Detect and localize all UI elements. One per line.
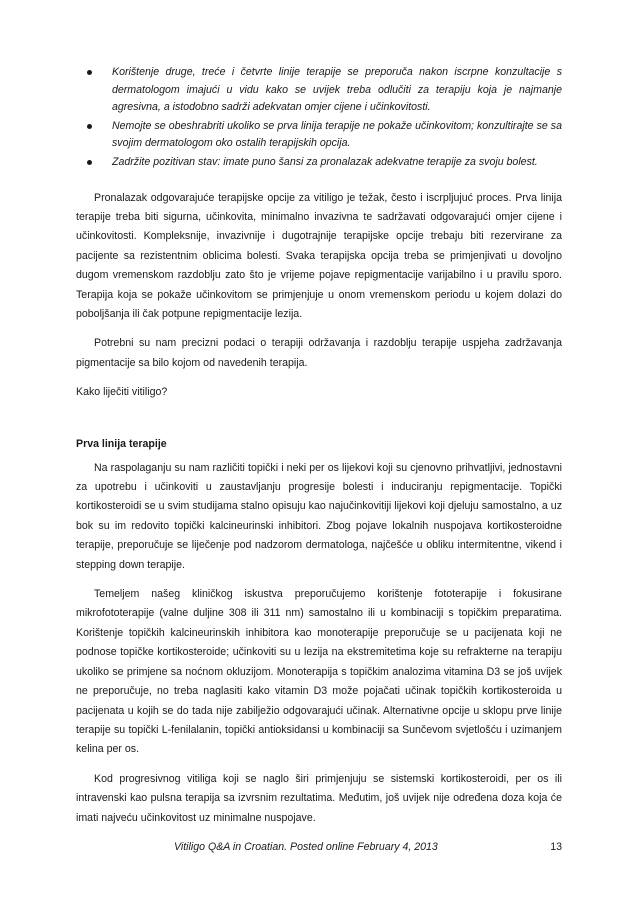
intro-paragraph: Pronalazak odgovarajuće terapijske opcije za vitiligo je težak, često i iscrpljujuć proces. Prva linija terapije treba biti sigurna, učinkovita, minimalno invazivna te sadržavati odgovarajući omjer cijene i učinkovitosti. Kompleksnije, invazivnije i dugotrajnije terapijske opcije trebaju biti rezervirane za pacijente sa rezistentnim oblicima bolesti. Svaka terapijska opcija treba se primjenjivati u dovoljno dugom vremenskom razdoblju zato što je vrijeme pojave repigmentacije varijabilno i u pravilu sporo. Terapija koja se pokaže učinkovitom se primjenjuje u onom vremenskom periodu u kojem dolazi do poboljšanja ili čak potpune repigmentacije lezija.	[76, 191, 562, 320]
list-item-text: Nemojte se obeshrabriti ukoliko se prva linija terapije ne pokaže učinkovitom; konzultirajte se sa svojim dermatologom oko ostalih terapijskih opcija.	[112, 119, 562, 150]
page-content	[76, 64, 562, 838]
intro-paragraph: Potrebni su nam precizni podaci o terapiji održavanja i razdoblju terapije uspjeha zadržavanja pigmentacije sa bilo kojom od navedenih terapija.	[76, 337, 562, 369]
bullet-dot-icon	[87, 160, 92, 165]
section-paragraph: Na raspolaganju su nam različiti topički i neki per os lijekovi koji su cjenovno prihvatljivi, jednostavni za upotrebu i učinkoviti u zaustavljanju progresije bolesti i induciranju repigmentacije. Topički kortikosteroidi se u svim studijama stalno opisuju kao najučinkovitiji lijekovi koji djeluju samostalno, a uz bok su im redovito topički kalcineurinski inhibitori. Zbog pojave lokalnih nuspojava kortikosteroidne terapije, preporučuje se liječenje pod nadzorom dermatologa, najčešće u obliku intermitentne, vikend i stepping down terapije.	[76, 461, 562, 571]
footer-text: Vitiligo Q&A in Croatian. Posted online February 4, 2013	[174, 841, 438, 853]
bullet-dot-icon	[87, 70, 92, 75]
list-item	[76, 64, 562, 117]
section-paragraph: Kod progresivnog vitiliga koji se naglo širi primjenjuju se sistemski kortikosteroidi, per os ili intravenski kao pulsna terapija sa izvrsnim rezultatima. Međutim, još uvijek nije određena doza koja će imati najveću učinkovitost uz minimalne nuspojave.	[76, 772, 562, 824]
page-number: 13	[550, 841, 562, 853]
list-item-text: Korištenje druge, treće i četvrte linije terapije se preporuča nakon iscrpne konzultacije s dermatologom imajući u vidu kako se uvijek treba odlučiti za terapiju koja je najmanje agresivna, a istodobno sadrži adekvatan omjer cijene i učinkovitosti.	[112, 66, 562, 114]
section-paragraph: Temeljem našeg kliničkog iskustva preporučujemo korištenje fototerapije i fokusirane mikrofototerapije (valne duljine 308 ili 311 nm) samostalno ili u kombinaciji s topičkim preparatima. Korištenje topičkih kalcineurinskih inhibitora kao monoterapije preporučuje se u pacijenata koji ne podnose topičke kortikosteroide; učinkoviti su u lezija na ekstremitetima koje su refrakterne na terapiju ukoliko se primjene sa noćnom okluzijom. Monoterapija s topičkim analozima vitamina D3 se još uvijek ne preporučuje, no treba naglasiti kako vitamin D3 može pojačati učinak topičkih kortikosteroida u pacijenata u kojih se do tada nije zabilježio odgovarajući učinak. Alternativne opcije u sklopu prve linije terapije su topički L-fenilalanin, topički antioksidansi u kombinaciji sa Sunčevom svjetlošću i uzimanjem kelina per os.	[76, 588, 562, 756]
bullet-dot-icon	[87, 124, 92, 129]
list-item-text: Zadržite pozitivan stav: imate puno šansi za pronalazak adekvatne terapije za svoju bolest.	[112, 155, 538, 168]
list-item	[76, 118, 562, 153]
question-line: Kako liječiti vitiligo?	[76, 386, 168, 399]
list-item	[76, 154, 562, 172]
page-footer	[76, 841, 562, 859]
recommendation-list	[76, 64, 562, 172]
section-heading: Prva linija terapije	[76, 437, 167, 450]
